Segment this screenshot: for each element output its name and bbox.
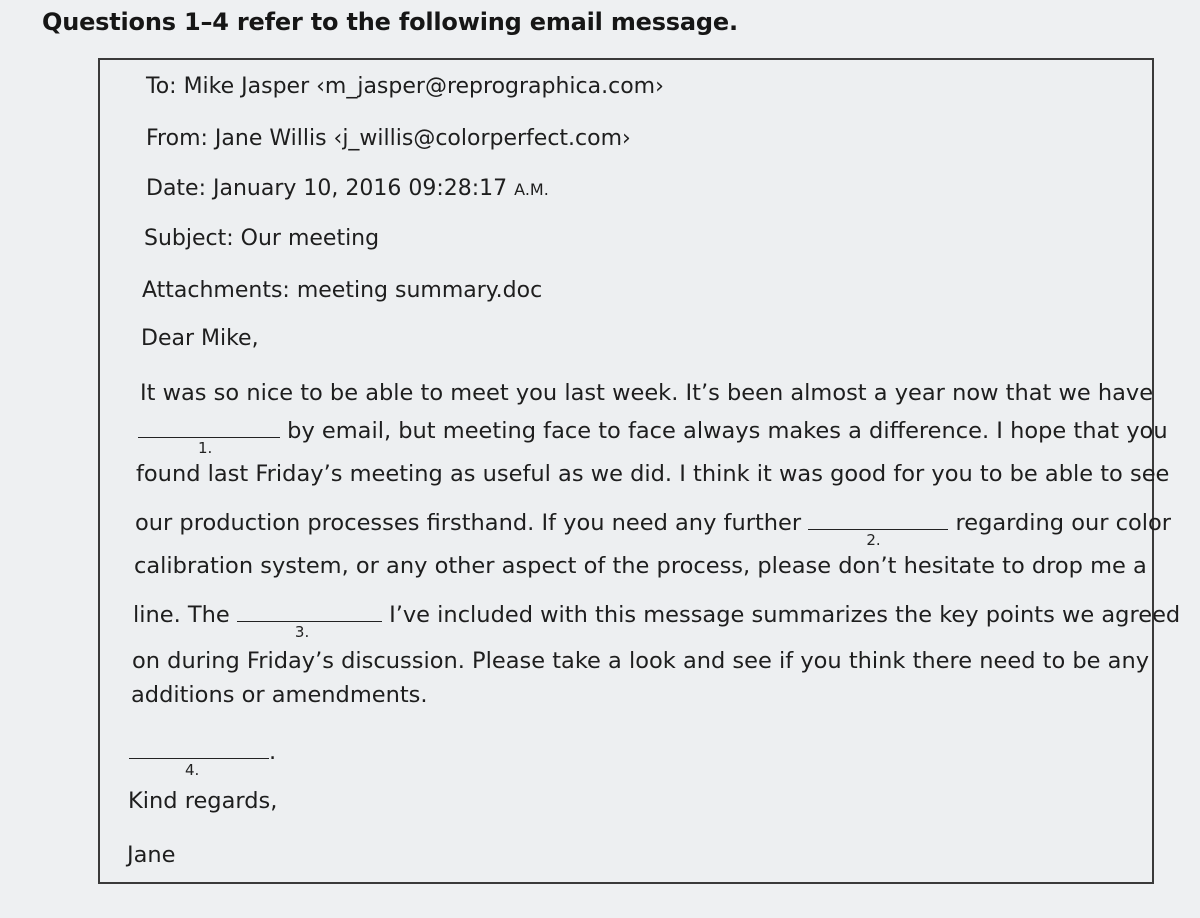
body-line-4-text-a: our production processes firsthand. If you need any further [135,510,802,536]
body-line-6-text-b: I’ve included with this message summarizes the key points we agreed [389,602,1181,628]
body-line-2 [138,415,1168,457]
email-date [146,176,549,201]
blank-4-line [129,736,277,779]
email-greeting: Dear Mike, [141,326,259,351]
blank-4-period: . [269,739,277,765]
email-date-text: Date: January 10, 2016 09:28:17 [146,176,515,201]
body-line-8: additions or amendments. [131,682,428,708]
body-line-6-text-a: line. The [133,602,230,628]
email-closing: Kind regards, [128,788,278,814]
email-date-ampm: A.M. [514,180,549,199]
body-line-3: found last Friday’s meeting as useful as we did. I think it was good for you to be able to see [136,461,1170,487]
blank-1-number: 1. [198,439,213,457]
blank-1 [138,415,280,457]
blank-3-number: 3. [294,623,310,641]
blank-3 [237,599,382,641]
blank-2 [808,507,948,549]
email-from: From: Jane Willis ‹j_willis@colorperfect.com› [146,126,631,151]
body-line-5: calibration system, or any other aspect of the process, please don’t hesitate to drop me a [134,553,1147,579]
blank-4-number: 4. [185,761,200,779]
body-line-6 [133,599,1181,641]
email-to: To: Mike Jasper ‹m_jasper@reprographica.com› [146,74,664,99]
blank-2-number: 2. [866,531,881,549]
blank-4 [129,736,269,779]
body-line-1: It was so nice to be able to meet you last week. It’s been almost a year now that we have [140,380,1154,406]
email-attachments: Attachments: meeting summary.doc [142,278,543,303]
body-line-7: on during Friday’s discussion. Please take a look and see if you think there need to be any [132,648,1150,674]
body-line-4 [135,507,1172,549]
body-line-2-text: by email, but meeting face to face always makes a difference. I hope that you [287,418,1168,444]
body-line-4-text-b: regarding our color [955,510,1172,536]
question-heading: Questions 1–4 refer to the following email message. [42,8,738,36]
email-signature: Jane [127,842,176,868]
email-subject: Subject: Our meeting [144,226,380,251]
